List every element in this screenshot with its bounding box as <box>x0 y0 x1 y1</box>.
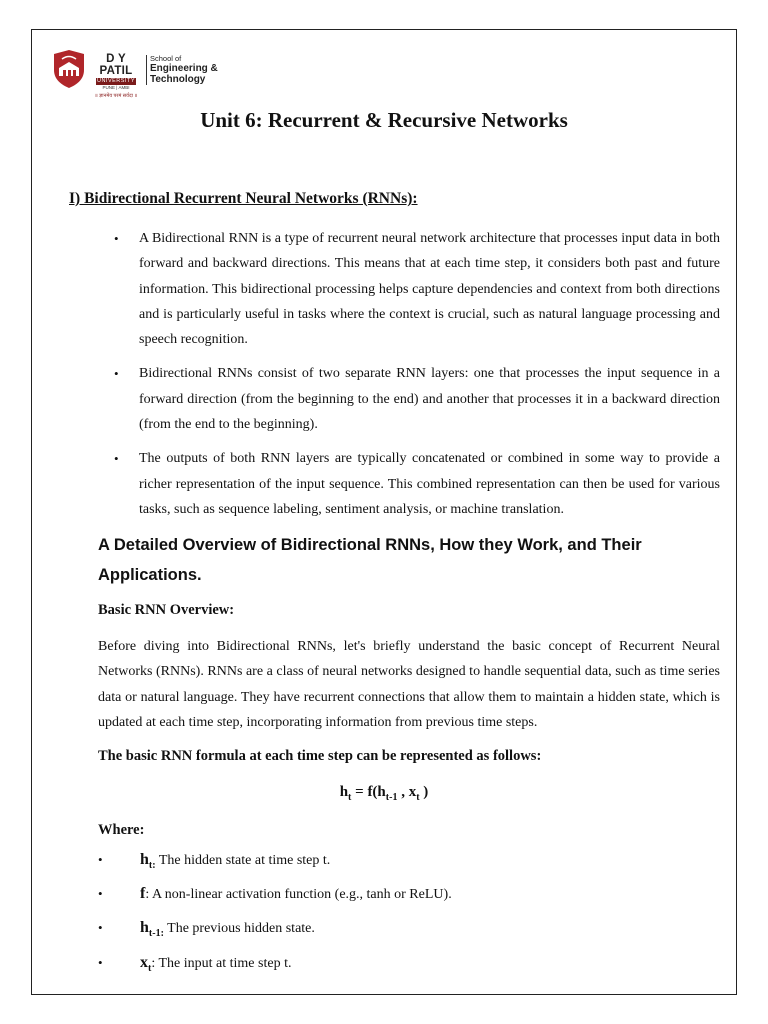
rnn-formula <box>0 784 768 803</box>
where-label: Where: <box>98 822 145 838</box>
definition-text: : A non-linear activation function (e.g., tanh or ReLU). <box>145 887 452 903</box>
basic-overview-paragraph: Before diving into Bidirectional RNNs, let's briefly understand the basic concept of Recurrent Neural Networks (RNNs). RNNs are a class of neural networks designed to handle sequential data, such as time series data or natural language. They have recurrent connections that allow them to maintain a hidden state, which is updated at each time step, incorporating information from previous time steps. <box>98 639 720 730</box>
list-item <box>98 880 698 914</box>
definition-symbol: $h_{t:}$ <box>140 851 156 872</box>
formula-arg1-sub: t-1 <box>385 792 398 803</box>
university-crest-icon <box>52 50 86 88</box>
list-item: • Bidirectional RNNs consist of two separate RNN layers: one that processes the input sequence in a forward direction (from the beginning to the end) and another that processes it in a backward direction (from the end to the beginning). <box>110 361 720 437</box>
school-name-block <box>150 54 218 85</box>
logo-divider <box>146 55 147 85</box>
overview-heading: A Detailed Overview of Bidirectional RNNs, How they Work, and Their Applications. <box>98 536 642 584</box>
definition-list <box>98 846 698 983</box>
definition-symbol: $h_{t-1:}$ <box>140 919 164 940</box>
definition-text: The hidden state at time step t. <box>155 853 331 868</box>
school-line-2: Engineering & <box>150 63 218 74</box>
formula-intro: The basic RNN formula at each time step can be represented as follows: <box>98 748 542 764</box>
university-motto: ॥ ज्ञानमेव परमं सर्वदा ॥ <box>94 93 138 99</box>
formula-arg2-sub: t <box>416 792 420 803</box>
university-sub: UNIVERSITY <box>96 78 135 84</box>
formula-lhs: h <box>339 784 349 800</box>
university-logo <box>52 48 232 99</box>
definition-symbol: f <box>140 885 146 903</box>
list-item: • A Bidirectional RNN is a type of recurrent neural network architecture that processes input data in both forward and backward directions. This means that at each time step, it considers both past and future information. This bidirectional processing helps capture dependencies and context from both directions and is particularly useful in tasks where the context is crucial, such as natural language processing and speech recognition. <box>110 226 720 352</box>
school-line-3: Technology <box>150 74 206 85</box>
list-item <box>98 949 698 983</box>
page-title: Unit 6: Recurrent & Recursive Networks <box>200 108 568 132</box>
list-item: • The outputs of both RNN layers are typically concatenated or combined in some way to provide a richer representation of the input sequence. This combined representation can then be used for various tasks, such as sequence labeling, sentiment analysis, or machine translation. <box>110 446 720 522</box>
definition-symbol: $x_t$ <box>140 953 152 974</box>
basic-overview-heading: Basic RNN Overview: <box>98 602 235 618</box>
university-name-block <box>88 53 144 100</box>
formula-sep: , x <box>397 784 417 800</box>
intro-bullet-list <box>110 226 720 531</box>
definition-text: : The input at time step t. <box>151 955 292 971</box>
school-line-1: School of <box>150 54 182 63</box>
formula-close: ) <box>419 784 429 800</box>
list-item <box>98 846 698 880</box>
definition-text: The previous hidden state. <box>163 921 315 937</box>
formula-eq: = f(h <box>351 784 386 800</box>
list-item <box>98 914 698 948</box>
university-location: PUNE | AMBI <box>102 85 130 90</box>
university-name: D Y PATIL <box>99 53 133 77</box>
section-heading: I) Bidirectional Recurrent Neural Networks (RNNs): <box>69 190 418 207</box>
formula-lhs-sub: t <box>348 792 352 803</box>
